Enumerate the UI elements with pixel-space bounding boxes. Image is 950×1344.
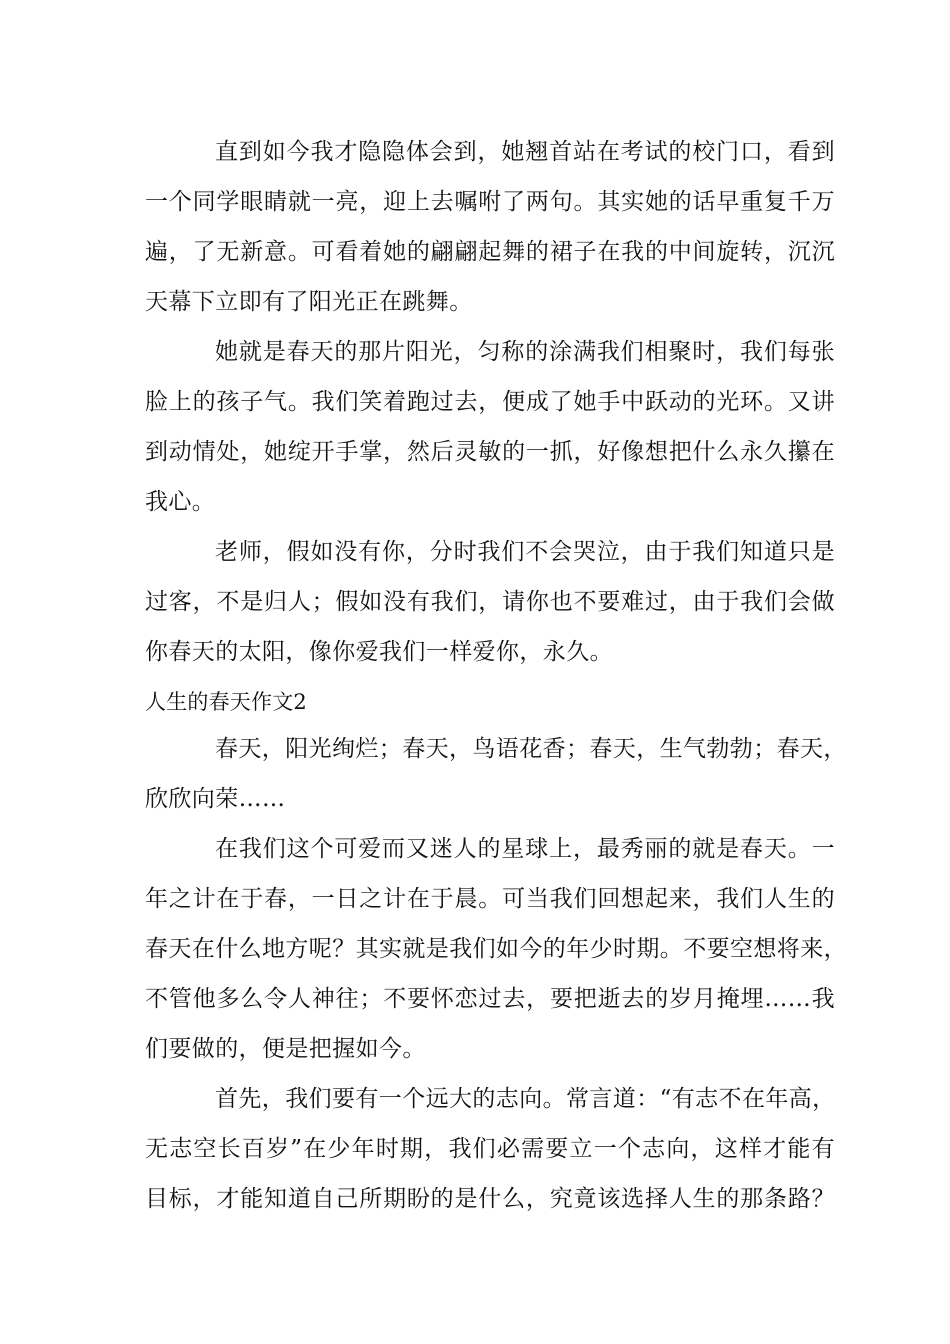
paragraph-3-line-1: 老师，假如没有你，分时我们不会哭泣，由于我们知道只是 — [215, 539, 835, 565]
paragraph-6-line-1: 首先，我们要有一个远大的志向。常言道：“有志不在年高， — [215, 1086, 836, 1112]
paragraph-2-line-3: 到动情处，她绽开手掌，然后灵敏的一抓，好像想把什么永久攥在 — [145, 439, 835, 465]
paragraph-5-line-4: 不管他多么令人神往；不要怀恋过去，要把逝去的岁月掩埋……我 — [145, 986, 835, 1012]
paragraph-2-line-1: 她就是春天的那片阳光，匀称的涂满我们相聚时，我们每张 — [215, 339, 835, 365]
paragraph-6-line-3: 目标，才能知道自己所期盼的是什么，究竟该选择人生的那条路？ — [145, 1186, 835, 1212]
paragraph-1-line-1: 直到如今我才隐隐体会到，她翘首站在考试的校门口，看到 — [215, 139, 835, 165]
paragraph-3-line-3: 你春天的太阳，像你爱我们一样爱你，永久。 — [145, 639, 613, 665]
paragraph-2-line-2: 脸上的孩子气。我们笑着跑过去，便成了她手中跃动的光环。又讲 — [145, 389, 835, 415]
paragraph-5-line-1: 在我们这个可爱而又迷人的星球上，最秀丽的就是春天。一 — [215, 836, 835, 862]
paragraph-6-line-2: 无志空长百岁”在少年时期，我们必需要立一个志向，这样才能有 — [145, 1136, 835, 1162]
paragraph-5-line-2: 年之计在于春，一日之计在于晨。可当我们回想起来，我们人生的 — [145, 886, 835, 912]
paragraph-4-line-1: 春天，阳光绚烂；春天，鸟语花香；春天，生气勃勃；春天， — [215, 736, 847, 762]
paragraph-5-line-5: 们要做的，便是把握如今。 — [145, 1036, 426, 1062]
paragraph-3-line-2: 过客，不是归人；假如没有我们，请你也不要难过，由于我们会做 — [145, 589, 835, 615]
paragraph-1-line-2: 一个同学眼睛就一亮，迎上去嘱咐了两句。其实她的话早重复千万 — [145, 189, 835, 215]
paragraph-2-line-4: 我心。 — [145, 489, 216, 515]
paragraph-4-line-2: 欣欣向荣…… — [145, 786, 286, 812]
paragraph-5-line-3: 春天在什么地方呢？其实就是我们如今的年少时期。不要空想将来， — [145, 936, 847, 962]
section-heading: 人生的春天作文2 — [145, 690, 307, 714]
paragraph-1-line-4: 天幕下立即有了阳光正在跳舞。 — [145, 289, 473, 315]
paragraph-1-line-3: 遍，了无新意。可看着她的翩翩起舞的裙子在我的中间旋转，沉沉 — [145, 239, 835, 265]
